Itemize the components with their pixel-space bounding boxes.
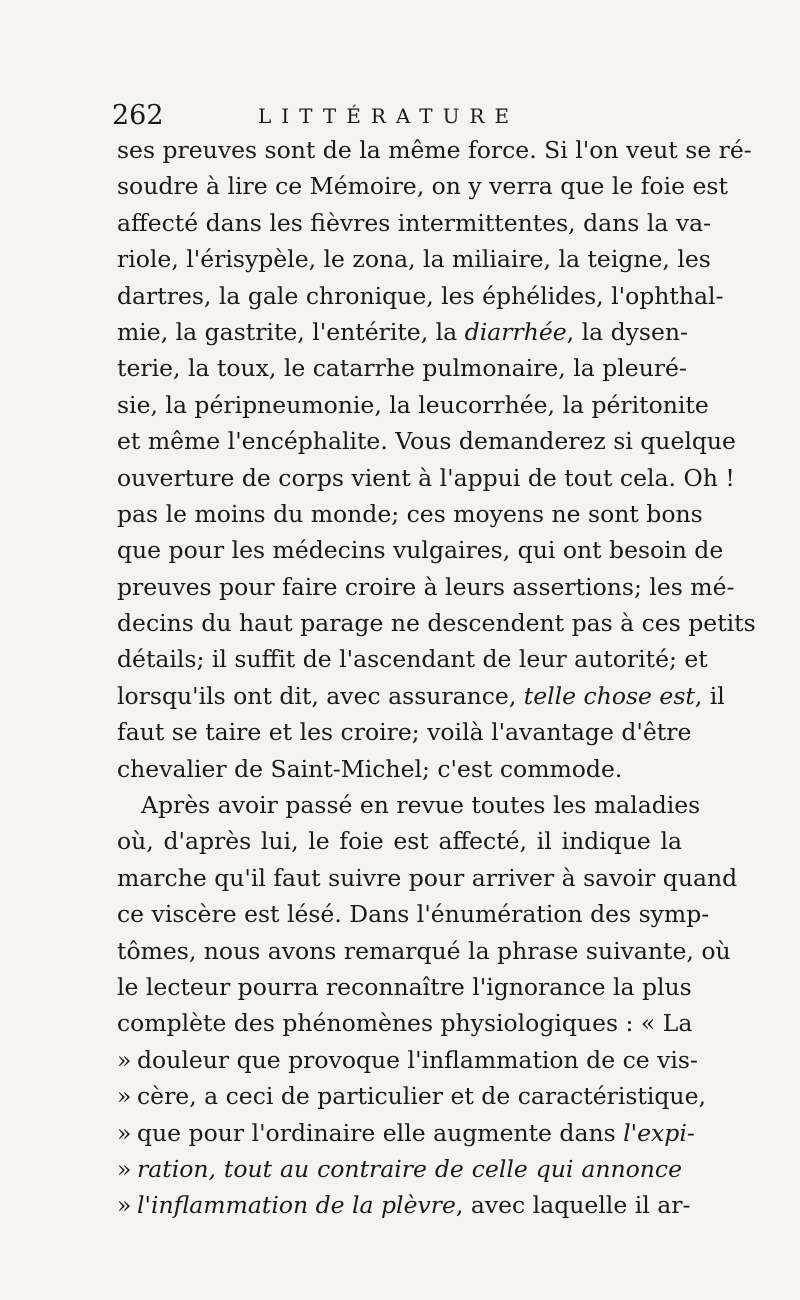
text-line [117,460,735,496]
line-text: tômes, nous avons remarqué la phrase suivante, où [117,936,731,965]
line-text: dartres, la gale chronique, les éphélides, l'ophthal- [117,281,724,310]
line-text: , la dysen- [566,317,688,346]
text-line [117,1005,693,1041]
text-line [117,1187,691,1223]
text-line [117,678,725,714]
line-text: soudre à lire ce Mémoire, on y verra que le foie est [117,172,728,201]
line-text: cère, a ceci de particulier et de caractéristique, [137,1082,706,1111]
line-text: marche qu'il faut suivre pour arriver à savoir quand [117,863,738,892]
line-text: où, d'après lui, le foie est affecté, il indique la [117,827,682,856]
line-text: Après avoir passé en revue toutes les maladies [141,791,701,820]
quote-mark: » [117,1082,132,1111]
italic-text: diarrhée [464,317,567,346]
text-line [117,132,752,168]
text-line [117,569,735,605]
text-line [117,423,736,459]
line-text: decins du haut parage ne descendent pas à ces petits [117,609,756,638]
text-line [117,350,687,386]
quote-mark: » [117,1191,132,1220]
line-text: lorsqu'ils ont dit, avec assurance, [117,681,524,710]
line-text: faut se taire et les croire; voilà l'avantage d'être [117,718,692,747]
text-line [117,241,711,277]
text-line [117,641,708,677]
italic-text: l'inflammation de la plèvre [137,1191,456,1220]
quote-mark: » [117,1118,132,1147]
text-line [117,1151,682,1187]
line-text: ouverture de corps vient à l'appui de tout cela. Oh ! [117,463,735,492]
page-header [112,96,677,136]
line-text: ce viscère est lésé. Dans l'énumération des symp- [117,900,710,929]
text-line [117,496,703,532]
line-text: , avec laquelle il ar- [455,1191,691,1220]
text-line [117,314,688,350]
line-text: , il [694,681,725,710]
text-line [117,532,724,568]
line-text: preuves pour faire croire à leurs assertions; les mé- [117,572,735,601]
running-title: LITTÉRATURE [258,104,520,128]
text-line [117,1078,706,1114]
text-line [117,714,692,750]
line-text: le lecteur pourra reconnaître l'ignorance la plus [117,972,692,1001]
text-line [117,823,682,859]
italic-text: l'expi- [623,1118,695,1147]
line-text: détails; il suffit de l'ascendant de leur autorité; et [117,645,708,674]
text-line [117,896,710,932]
italic-text: telle chose est [523,681,695,710]
line-text: mie, la gastrite, l'entérite, la [117,317,465,346]
line-text: ses preuves sont de la même force. Si l'on veut se ré- [117,136,752,164]
quote-mark: » [117,1045,132,1074]
text-line [117,787,701,823]
line-text: terie, la toux, le catarrhe pulmonaire, la pleuré- [117,354,687,383]
text-line [117,605,756,641]
line-text: riole, l'érisypèle, le zona, la miliaire, la teigne, les [117,245,711,274]
text-line [117,278,724,314]
text-line [117,933,731,969]
quote-mark: » [117,1154,132,1183]
line-text: complète des phénomènes physiologiques : « La [117,1009,693,1038]
line-text: pas le moins du monde; ces moyens ne sont bons [117,499,703,528]
line-text: et même l'encéphalite. Vous demanderez si quelque [117,427,736,456]
line-text: que pour l'ordinaire elle augmente dans [137,1118,624,1147]
line-text: chevalier de Saint-Michel; c'est commode. [117,754,623,783]
text-line [117,1042,698,1078]
text-line [117,860,738,896]
line-text: sie, la péripneumonie, la leucorrhée, la péritonite [117,390,709,419]
text-line [117,751,682,787]
text-line [117,969,692,1005]
page-number: 262 [112,100,164,131]
body-text [117,132,756,1224]
text-line [117,1115,695,1151]
line-text: douleur que provoque l'inflammation de ce vis- [137,1045,698,1074]
line-text: affecté dans les fièvres intermittentes, dans la va- [117,208,712,237]
text-line [117,168,728,204]
text-line [117,205,712,241]
line-text: que pour les médecins vulgaires, qui ont besoin de [117,536,724,565]
italic-text: ration, tout au contraire de celle qui annonce [137,1154,682,1183]
text-line [117,387,709,423]
